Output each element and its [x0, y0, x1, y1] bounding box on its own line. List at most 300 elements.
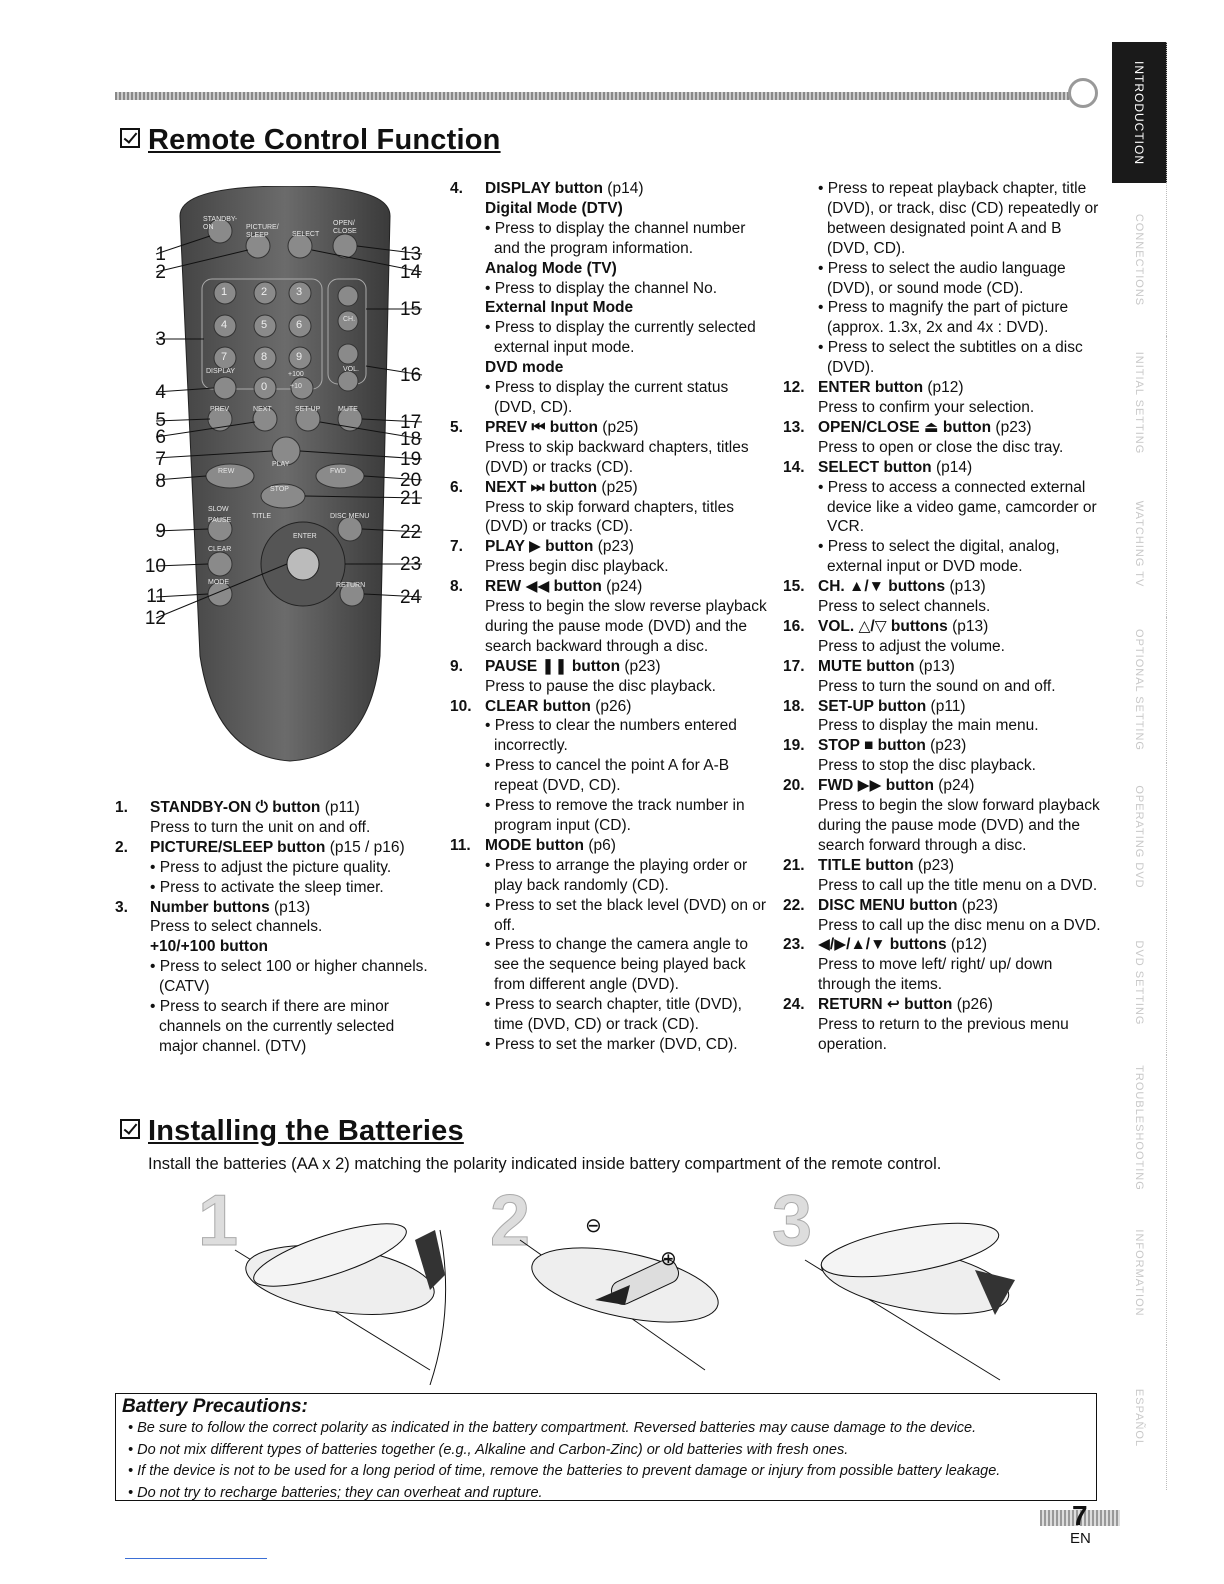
item-title-line [818, 995, 1103, 1015]
side-tab-3[interactable] [1112, 336, 1167, 470]
column-3-items [783, 378, 1103, 1055]
callout-19: 19 [400, 449, 422, 470]
item-ref: (p13) [952, 617, 989, 635]
callout-6: 6 [155, 427, 166, 448]
item-ref: (p13) [274, 898, 311, 916]
precautions-title: Battery Precautions: [122, 1396, 308, 1417]
precaution-text: Do not try to recharge batteries; they can overheat and rupture. [137, 1484, 543, 1501]
legend-item [783, 378, 1103, 418]
item-number: 23. [783, 936, 805, 954]
side-tab-8[interactable] [1112, 1055, 1167, 1200]
item-title: PLAY ▶ button [485, 538, 594, 556]
battery-step-3-number: 3 [772, 1181, 813, 1261]
item-bullet: • Press to set the marker (DVD, CD). [485, 1035, 738, 1053]
item-title: CH. ▲/▼ buttons [818, 578, 946, 596]
side-tab-7[interactable] [1112, 910, 1167, 1055]
remote-label-open: OPEN/ CLOSE [333, 220, 357, 235]
item-bullet: • Press to search chapter, title (DVD), time (DVD, CD) or track (CD). [485, 996, 742, 1034]
item-text [818, 716, 1103, 736]
legend-item [450, 537, 770, 577]
callout-15: 15 [400, 299, 422, 320]
callout-4: 4 [155, 382, 166, 403]
item-title: DISPLAY button [485, 180, 603, 197]
callout-3: 3 [155, 329, 166, 350]
battery-section-title: Installing the Batteries [120, 1115, 464, 1148]
item-title: STOP ■ button [818, 737, 926, 755]
item-line-text: Press to set the marker (DVD, CD). [494, 1035, 738, 1053]
item-line-text: Press to begin the slow forward playback during the pause mode (DVD) and the search forward through a disc. [818, 797, 1100, 854]
legend-item [115, 798, 435, 838]
item-line-text: Press to activate the sleep timer. [159, 878, 384, 896]
legend-item [450, 577, 770, 657]
column-3-lead [783, 179, 1103, 378]
item-bullet: • Press to change the camera angle to see the sequence being played back from different angle (DVD). [485, 936, 749, 994]
item-bullet: • Press to adjust the picture quality. [150, 858, 392, 876]
open-button-shape [333, 234, 357, 258]
item-line-text: Press to magnify the part of picture (approx. 1.3x, 2x and 4x : DVD). [827, 299, 1069, 337]
item-line-text: Press to turn the unit on and off. [150, 818, 371, 836]
legend-item [783, 418, 1103, 458]
item-text [818, 876, 1103, 896]
item-title-line [818, 856, 1103, 876]
remote-digit-3: 3 [296, 286, 303, 298]
item-number: 14. [783, 458, 805, 476]
remote-svg [140, 186, 440, 776]
item-title: OPEN/CLOSE ⏏ button [818, 418, 992, 436]
item-ref: (p23) [961, 896, 998, 914]
item-bullet: • Press to access a connected external device like a video game, camcorder or VCR. [818, 478, 1097, 536]
item-bullet: • Press to select the audio language (DVD), or sound mode (CD). [818, 259, 1066, 297]
legend-item [783, 995, 1103, 1055]
enter-button-shape [287, 548, 319, 580]
item-line-text: Press to select the digital, analog, external input or DVD mode. [827, 538, 1060, 576]
remote-label-discmenu: DISC MENU [330, 513, 370, 520]
item-line-text: Press to call up the title menu on a DVD. [818, 876, 1098, 894]
item-line-text: Press to search chapter, title (DVD), time (DVD, CD) or track (CD). [494, 996, 742, 1034]
callout-18: 18 [400, 429, 422, 450]
remote-label-mute: MUTE [338, 406, 358, 413]
callout-24: 24 [400, 587, 422, 608]
column-2 [450, 179, 770, 1055]
side-tab-label: INTRODUCTION [1132, 60, 1146, 165]
side-tab-label: OPTIONAL SETTING [1133, 629, 1145, 751]
item-title: NEXT ⏭ button [485, 478, 598, 496]
item-ref: (p14) [607, 180, 644, 197]
item-bullet: • Press to display the channel No. [485, 279, 718, 297]
item-ref: (p24) [938, 777, 975, 795]
item-number: 21. [783, 856, 805, 874]
item-number: 8. [450, 578, 463, 596]
item-line-text: +10/+100 button [150, 938, 269, 956]
remote-label-display: DISPLAY [206, 368, 236, 375]
remote-label-clear: CLEAR [208, 546, 232, 553]
legend-item [450, 657, 770, 697]
item-text [818, 637, 1103, 657]
remote-label-next: NEXT [253, 406, 272, 413]
remote-label-fwd: FWD [330, 468, 346, 475]
item-text [485, 677, 770, 697]
item-number: 6. [450, 478, 463, 496]
side-tab-9[interactable] [1112, 1200, 1167, 1345]
item-subheading [485, 199, 770, 219]
remote-label-setup: SET-UP [295, 406, 321, 413]
item-title-line [485, 577, 770, 597]
item-number: 4. [450, 180, 463, 197]
legend-item [115, 838, 435, 898]
remote-label-rew: REW [218, 468, 235, 475]
battery-step-1-number: 1 [198, 1181, 239, 1261]
remote-digit-7: 7 [221, 351, 228, 363]
item-line-text: Press begin disc playback. [485, 558, 669, 576]
item-line-text: Press to change the camera angle to see the sequence being played back from different angle (DVD). [494, 936, 749, 994]
side-tab-label: CONNECTIONS [1133, 213, 1145, 306]
remote-label-select: SELECT [292, 231, 320, 238]
item-ref: (p12) [927, 379, 964, 397]
item-title: PREV ⏮ button [485, 418, 598, 436]
legend-item [450, 697, 770, 836]
item-text [485, 498, 770, 538]
item-text [485, 597, 770, 657]
item-line-text: Press to stop the disc playback. [818, 757, 1036, 775]
side-tab-6[interactable] [1112, 763, 1167, 910]
legend-item [783, 617, 1103, 657]
item-ref: (p24) [606, 578, 643, 596]
item-ref: (p14) [935, 458, 973, 476]
item-line-text: Press to confirm your selection. [818, 398, 1035, 416]
item-ref: (p23) [995, 418, 1032, 436]
item-ref: (p25) [601, 478, 638, 496]
precaution-item: • Do not mix different types of batteries together (e.g., Alkaline and Carbon-Zinc) or old batteries with fresh ones. [128, 1441, 849, 1458]
item-title: ◀/▶/▲/▼ buttons [818, 936, 947, 954]
item-text [818, 756, 1103, 776]
item-line-text: Press to access a connected external device like a video game, camcorder or VCR. [827, 478, 1097, 536]
item-text [150, 818, 435, 838]
item-title: MUTE button [818, 657, 915, 675]
precaution-item: • If the device is not to be used for a long period of time, remove the batteries to prevent damage or injury from possible battery leakage. [128, 1463, 1001, 1479]
item-text [818, 955, 1103, 995]
item-bullet: • Press to set the black level (DVD) on or off. [485, 896, 767, 934]
item-title-line [818, 577, 1103, 597]
item-bullet: • Press to clear the numbers entered incorrectly. [485, 717, 737, 755]
item-ref: (p15 / p16) [329, 838, 405, 856]
item-number: 13. [783, 418, 805, 436]
callout-17: 17 [400, 412, 422, 433]
item-line-text: Press to skip backward chapters, titles (DVD) or tracks (CD). [485, 438, 749, 476]
item-bullet: • Press to arrange the playing order or play back randomly (CD). [485, 856, 748, 894]
checkbox-icon [120, 1119, 140, 1139]
precaution-text: Do not mix different types of batteries together (e.g., Alkaline and Carbon-Zinc) or old batteries with fresh ones. [137, 1441, 849, 1458]
precautions-list [122, 1418, 1090, 1504]
item-line-text: Press to turn the sound on and off. [818, 677, 1056, 695]
item-title: RETURN ↩ button [818, 996, 953, 1014]
remote-label-plus10: +10 [290, 383, 302, 390]
remote-label-slow: SLOW [208, 506, 229, 513]
legend-item [450, 179, 770, 418]
page-number: 7 [1072, 1500, 1088, 1531]
legend-item [783, 657, 1103, 697]
item-line-text: Press to move left/ right/ up/ down through the items. [818, 956, 1053, 994]
item-line-text: Press to begin the slow reverse playback during the pause mode (DVD) and the search backward through a disc. [485, 598, 767, 655]
item-ref: (p11) [324, 799, 360, 816]
side-tab-10[interactable] [1112, 1345, 1167, 1490]
legend-item [783, 736, 1103, 776]
item-number: 19. [783, 737, 805, 755]
side-tab-label: ESPAÑOL [1133, 1388, 1145, 1447]
item-ref: (p23) [930, 737, 967, 755]
callout-13: 13 [400, 244, 422, 265]
item-line-text: Press to display the current status (DVD, CD). [494, 379, 729, 416]
item-bullet: • Press to search if there are minor channels on the currently selected major channel. (DTV) [150, 998, 395, 1055]
callout-23: 23 [400, 554, 422, 575]
item-text [818, 597, 1103, 617]
item-title-line [818, 935, 1103, 955]
item-title: STANDBY-ON ⏻ button [150, 799, 321, 816]
checkbox-icon [120, 128, 140, 148]
callout-9: 9 [155, 521, 166, 542]
item-title: DISC MENU button [818, 896, 958, 914]
legend-item [783, 577, 1103, 617]
item-text [818, 398, 1103, 418]
item-title-line [150, 798, 435, 818]
side-tab-label: WATCHING TV [1133, 500, 1145, 587]
remote-digit-8: 8 [261, 351, 268, 363]
remote-digit-9: 9 [296, 351, 303, 363]
footer-link-rule [125, 1558, 267, 1559]
side-tab-label: DVD SETTING [1133, 940, 1145, 1025]
item-bullet: • Press to cancel the point A for A-B repeat (DVD, CD). [485, 757, 730, 795]
item-ref: (p12) [950, 936, 988, 954]
remote-digit-6: 6 [296, 319, 303, 331]
item-line-text: External Input Mode [485, 299, 634, 317]
remote-label-enter: ENTER [293, 533, 317, 540]
item-number: 18. [783, 697, 805, 715]
item-title-line [150, 838, 435, 858]
item-line-text: Press to pause the disc playback. [485, 677, 716, 695]
item-ref: (p23) [624, 657, 661, 675]
item-title-line [485, 657, 770, 677]
legend-item [450, 418, 770, 478]
callout-7: 7 [155, 449, 166, 470]
item-line-text: Press to select the audio language (DVD), or sound mode (CD). [827, 259, 1066, 297]
item-title-line [150, 898, 435, 918]
header-rule [115, 92, 1075, 100]
item-bullet: • Press to display the currently selected external input mode. [485, 319, 756, 357]
item-line-text: Press to display the channel number and the program information. [494, 219, 746, 257]
item-line-text: Press to arrange the playing order or play back randomly (CD). [494, 856, 748, 894]
minus-icon: ⊖ [585, 1215, 602, 1237]
item-ref: (p26) [595, 697, 632, 715]
item-bullet: • Press to select the digital, analog, external input or DVD mode. [818, 538, 1060, 576]
item-ref: (p6) [588, 836, 616, 854]
legend-item [783, 697, 1103, 737]
item-title-line [485, 179, 770, 199]
callout-8: 8 [155, 471, 166, 492]
remote-section-title: Remote Control Function [120, 124, 501, 157]
battery-precautions-box [115, 1393, 1097, 1501]
remote-label-stop: STOP [270, 486, 289, 493]
legend-item [783, 776, 1103, 856]
remote-label-title: TITLE [252, 513, 272, 520]
remote-label-picture: PICTURE/ SLEEP [246, 224, 279, 239]
side-tab-label: TROUBLESHOOTING [1133, 1064, 1145, 1191]
item-number: 15. [783, 578, 805, 596]
item-bullet: • Press to select 100 or higher channels. (CATV) [150, 958, 428, 996]
remote-label-vol: VOL. [343, 366, 359, 373]
item-line-text: Press to set the black level (DVD) on or off. [494, 896, 767, 934]
item-subheading [485, 358, 770, 378]
item-title: SELECT button [818, 458, 932, 476]
item-title-line [485, 418, 770, 438]
item-title-line [818, 776, 1103, 796]
item-line-text: Press to clear the numbers entered incorrectly. [494, 717, 737, 755]
item-title-line [818, 458, 1103, 478]
item-bullet: • Press to remove the track number in program input (CD). [485, 797, 745, 834]
remote-label-return: RETURN [336, 582, 366, 589]
legend-item [450, 836, 770, 1055]
item-text [818, 796, 1103, 856]
item-number: 5. [450, 418, 463, 436]
remote-digit-2: 2 [261, 286, 268, 298]
item-text [818, 438, 1103, 458]
item-line-text: Press to repeat playback chapter, title (DVD), or track, disc (CD) repeatedly or between designated point A and B (DVD, CD). [827, 180, 1099, 257]
item-title-line [485, 537, 770, 557]
side-tab-5[interactable] [1112, 617, 1167, 763]
item-line-text: Press to open or close the disc tray. [818, 438, 1064, 456]
item-line-text: Press to remove the track number in program input (CD). [494, 797, 745, 834]
side-tab-label: INFORMATION [1133, 1228, 1145, 1317]
item-line-text: DVD mode [485, 359, 564, 377]
item-number: 3. [115, 898, 128, 916]
battery-step-3-illustration [800, 1210, 1040, 1385]
item-number: 10. [450, 697, 472, 715]
item-number: 22. [783, 896, 805, 914]
column-1 [115, 798, 435, 1057]
item-subheading [485, 298, 770, 318]
item-text [818, 677, 1103, 697]
item-ref: (p11) [930, 697, 966, 715]
legend-item [450, 478, 770, 538]
item-ref: (p13) [918, 657, 955, 675]
battery-step-1-illustration [230, 1210, 460, 1385]
item-line-text: Analog Mode (TV) [485, 259, 617, 277]
side-tab-4[interactable] [1112, 470, 1167, 617]
side-tab-1[interactable] [1112, 42, 1167, 183]
item-line-text: Press to display the channel No. [494, 279, 718, 297]
item-bullet: • Press to display the current status (DVD, CD). [485, 379, 729, 416]
item-line-text: Press to adjust the volume. [818, 637, 1005, 655]
item-number: 12. [783, 379, 805, 397]
item-title-line [818, 418, 1103, 438]
legend-item [115, 898, 435, 1057]
item-bullet: • Press to magnify the part of picture (approx. 1.3x, 2x and 4x : DVD). [818, 299, 1069, 337]
remote-digit-1: 1 [221, 286, 228, 298]
precaution-text: Be sure to follow the correct polarity as indicated in the battery compartment. Reversed batteries may cause damage to the device. [137, 1420, 977, 1436]
item-title: FWD ▶▶ button [818, 777, 934, 795]
side-tab-2[interactable] [1112, 183, 1167, 336]
item-title-line [818, 697, 1103, 717]
legend-item [783, 896, 1103, 936]
item-number: 20. [783, 777, 805, 795]
item-title-line [818, 657, 1103, 677]
remote-label-prev: PREV [210, 406, 230, 413]
item-line-text: Press to adjust the picture quality. [159, 858, 392, 876]
remote-label-ch: CH. [343, 316, 356, 323]
plus-icon: ⊕ [660, 1248, 677, 1270]
callout-12: 12 [144, 608, 166, 629]
item-subheading [485, 259, 770, 279]
item-title: VOL. △/▽ buttons [818, 617, 948, 635]
item-line-text: Press to search if there are minor channels on the currently selected major channel. (DTV) [159, 998, 395, 1055]
callout-14: 14 [400, 262, 422, 283]
item-text [818, 1015, 1103, 1055]
item-title: REW ◀◀ button [485, 578, 602, 596]
callout-5: 5 [155, 410, 166, 431]
callout-2: 2 [155, 262, 166, 283]
remote-label-standby: STANDBY-ON [203, 216, 238, 231]
callout-20: 20 [400, 470, 422, 491]
item-ref: (p23) [597, 538, 634, 556]
item-ref: (p13) [949, 578, 986, 596]
legend-item [783, 935, 1103, 995]
remote-label-play: PLAY [272, 461, 290, 468]
legend-item [783, 856, 1103, 896]
item-bullet: • Press to activate the sleep timer. [150, 878, 384, 896]
callout-11: 11 [146, 586, 166, 607]
remote-illustration [140, 186, 440, 781]
item-title: SET-UP button [818, 697, 927, 715]
item-line-text: Press to select the subtitles on a disc (DVD). [827, 339, 1083, 377]
item-title: ENTER button [818, 379, 924, 397]
precaution-item: • Do not try to recharge batteries; they can overheat and rupture. [128, 1484, 543, 1501]
item-subheading [150, 937, 435, 957]
item-title: CLEAR button [485, 697, 591, 715]
item-number: 11. [450, 836, 471, 854]
item-number: 9. [450, 657, 463, 675]
item-line-text: Press to skip forward chapters, titles (DVD) or tracks (CD). [485, 498, 734, 536]
callout-22: 22 [400, 522, 422, 543]
item-number: 7. [450, 538, 463, 556]
item-line-text: Press to select channels. [818, 598, 991, 616]
item-title-line [485, 697, 770, 717]
item-number: 16. [783, 617, 805, 635]
item-title-line [818, 896, 1103, 916]
item-number: 17. [783, 657, 805, 675]
item-line-text: Press to cancel the point A for A-B repeat (DVD, CD). [494, 757, 730, 795]
remote-digit-4: 4 [221, 319, 228, 331]
page-lang: EN [1070, 1530, 1091, 1547]
item-title: PICTURE/SLEEP button [150, 838, 326, 856]
remote-digit-5: 5 [261, 319, 268, 331]
precaution-item: • Be sure to follow the correct polarity as indicated in the battery compartment. Reversed batteries may cause damage to the device. [128, 1420, 977, 1436]
battery-intro: Install the batteries (AA x 2) matching the polarity indicated inside battery compartment of the remote control. [148, 1155, 942, 1173]
item-line-text: Press to display the currently selected external input mode. [494, 319, 756, 357]
item-line-text: Press to select channels. [150, 918, 323, 936]
item-title-line [485, 478, 770, 498]
legend-item [783, 458, 1103, 577]
item-title: TITLE button [818, 856, 914, 874]
remote-digit-0: 0 [261, 381, 268, 393]
callout-16: 16 [400, 365, 422, 386]
item-ref: (p23) [917, 856, 955, 874]
item-bullet: • Press to display the channel number and the program information. [485, 219, 746, 257]
remote-label-plus100: +100 [288, 371, 304, 378]
remote-label-mode: MODE [208, 579, 229, 586]
item-bullet: • Press to select the subtitles on a disc (DVD). [818, 339, 1083, 377]
item-line-text: Press to call up the disc menu on a DVD. [818, 916, 1101, 934]
item-text [485, 557, 770, 577]
callout-21: 21 [400, 488, 422, 509]
item-number: 1. [115, 799, 128, 816]
